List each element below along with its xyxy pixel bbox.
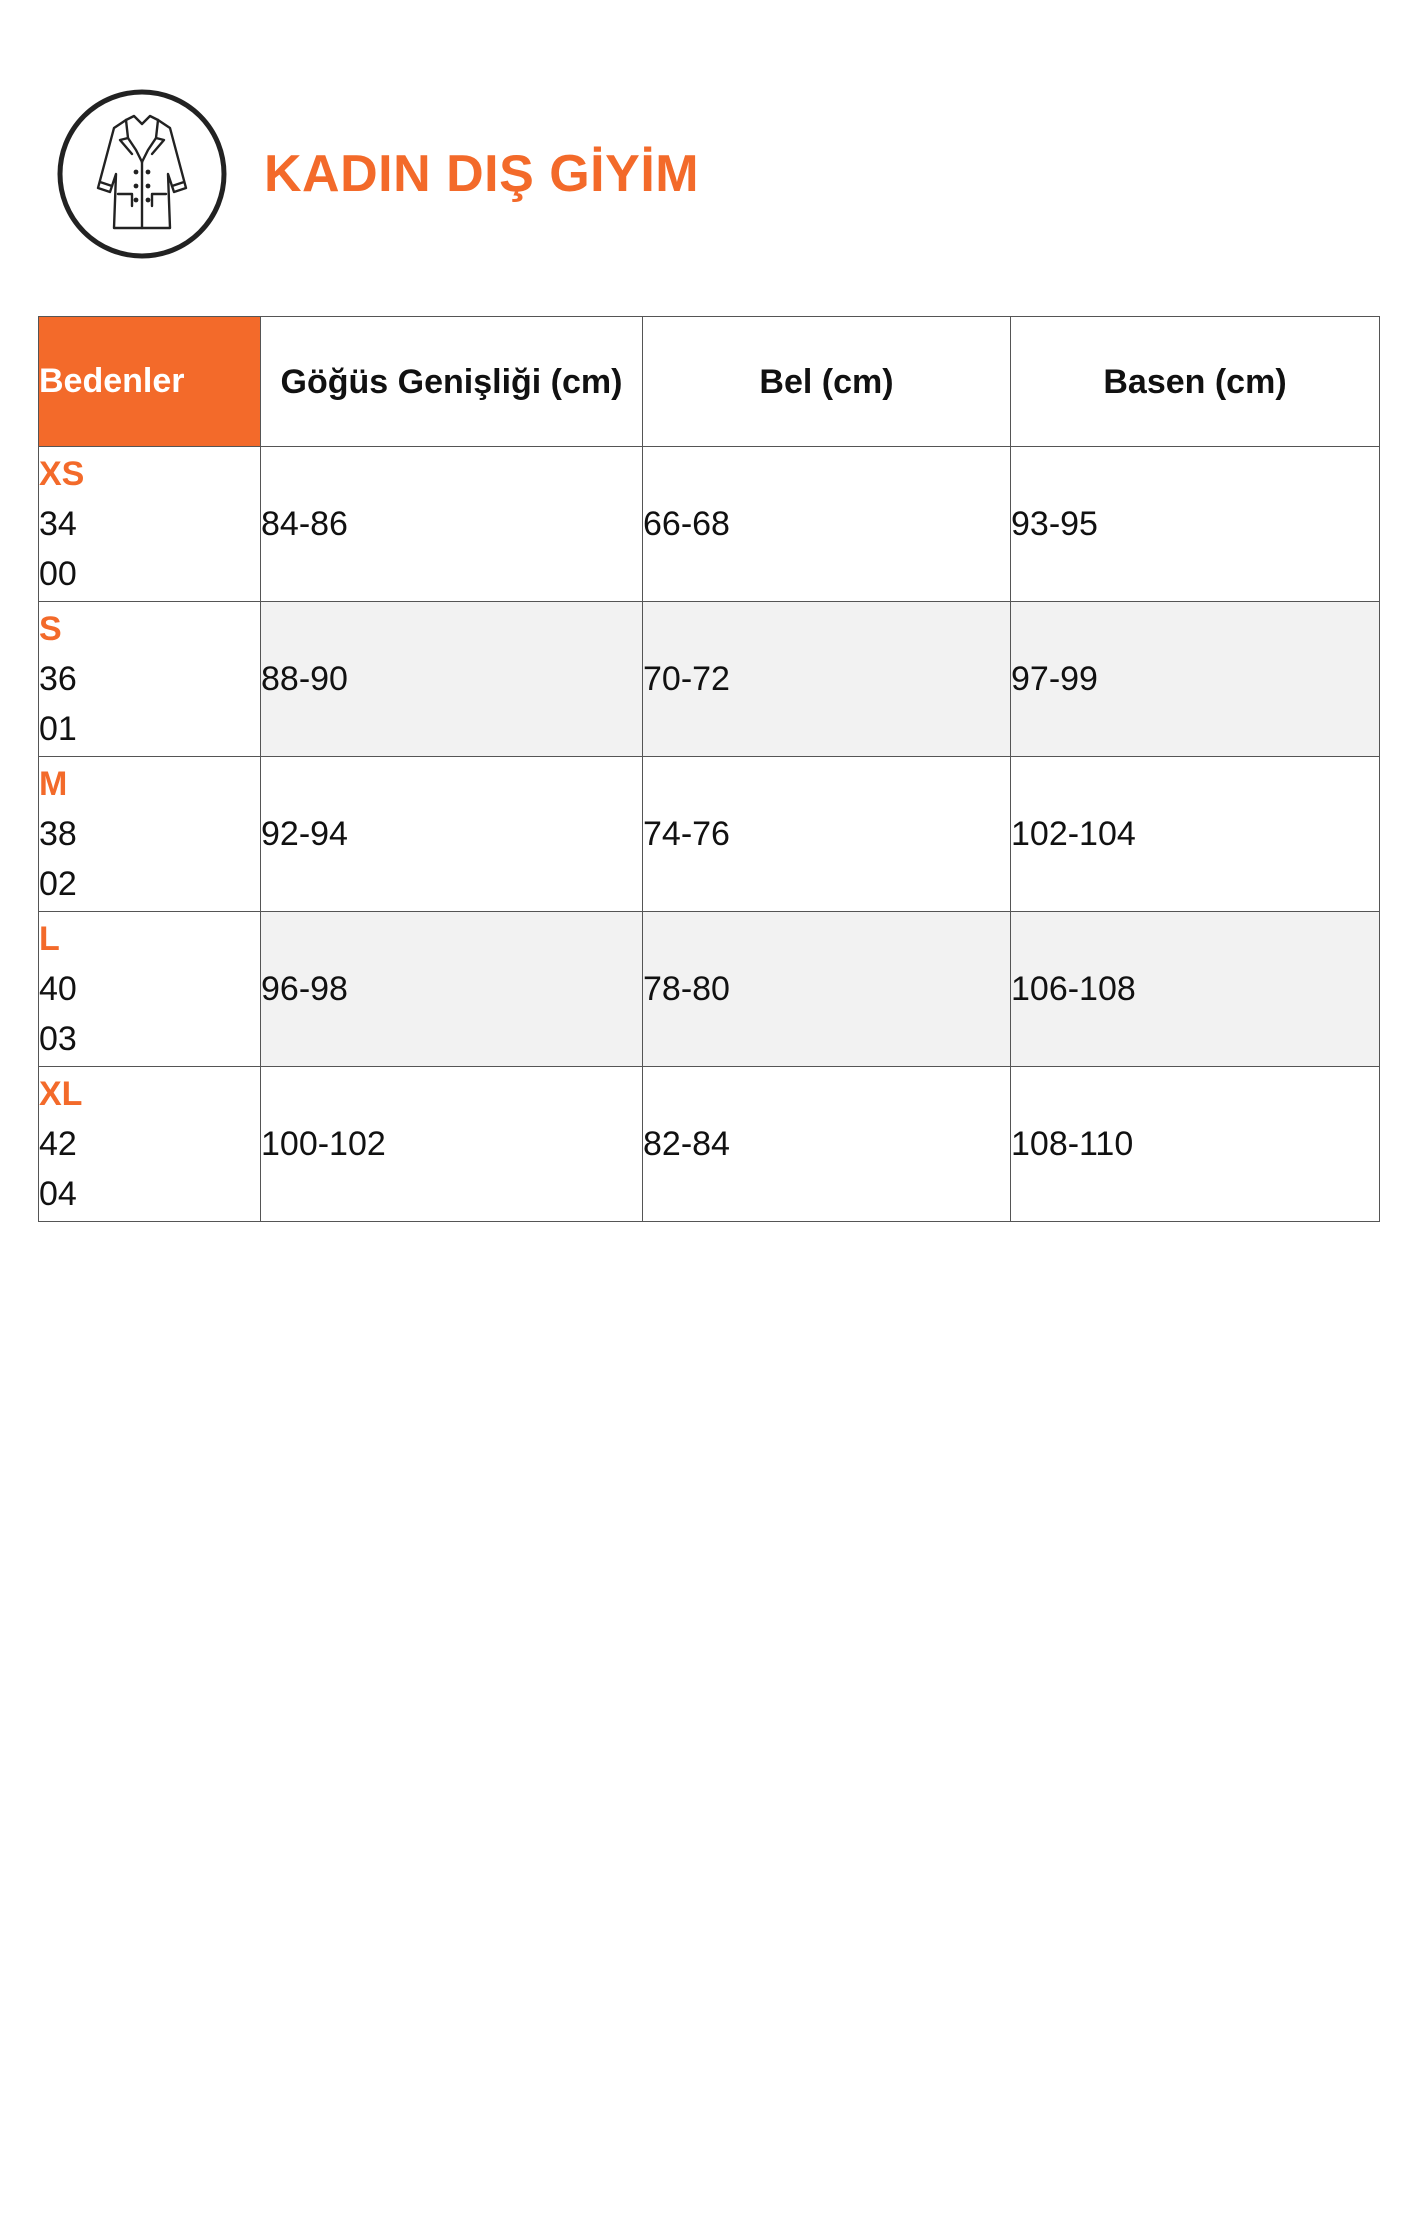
table-header-row <box>39 317 1380 447</box>
table-row <box>39 1067 1380 1222</box>
header-waist: Bel (cm) <box>643 317 1011 447</box>
chest-value: 100-102 <box>261 1067 643 1222</box>
waist-value: 78-80 <box>643 912 1011 1067</box>
table-row <box>39 602 1380 757</box>
size-code: 01 <box>39 710 77 748</box>
size-label: L <box>39 920 60 958</box>
size-tr: 36 <box>39 660 77 698</box>
size-label: XS <box>39 455 85 493</box>
table-row <box>39 447 1380 602</box>
chest-value: 88-90 <box>261 602 643 757</box>
size-tr: 42 <box>39 1125 77 1163</box>
header-chest: Göğüs Genişliği (cm) <box>261 317 643 447</box>
size-cell <box>39 602 261 757</box>
size-cell <box>39 757 261 912</box>
size-cell <box>39 912 261 1067</box>
header-hip: Basen (cm) <box>1011 317 1380 447</box>
chest-value: 92-94 <box>261 757 643 912</box>
table-row <box>39 912 1380 1067</box>
waist-value: 74-76 <box>643 757 1011 912</box>
chest-value: 96-98 <box>261 912 643 1067</box>
size-label: M <box>39 765 68 803</box>
hip-value: 106-108 <box>1011 912 1380 1067</box>
header-sizes: Bedenler <box>39 317 261 447</box>
size-code: 00 <box>39 555 77 593</box>
hip-value: 97-99 <box>1011 602 1380 757</box>
waist-value: 82-84 <box>643 1067 1011 1222</box>
size-code: 03 <box>39 1020 77 1058</box>
hip-value: 102-104 <box>1011 757 1380 912</box>
size-cell <box>39 1067 261 1222</box>
size-tr: 34 <box>39 505 77 543</box>
table-row <box>39 757 1380 912</box>
hip-value: 93-95 <box>1011 447 1380 602</box>
size-label: XL <box>39 1075 83 1113</box>
page-header <box>56 86 699 262</box>
waist-value: 70-72 <box>643 602 1011 757</box>
coat-icon <box>56 88 228 260</box>
size-code: 02 <box>39 865 77 903</box>
waist-value: 66-68 <box>643 447 1011 602</box>
size-label: S <box>39 610 62 648</box>
size-tr: 38 <box>39 815 77 853</box>
size-code: 04 <box>39 1175 77 1213</box>
size-cell <box>39 447 261 602</box>
chest-value: 84-86 <box>261 447 643 602</box>
hip-value: 108-110 <box>1011 1067 1380 1222</box>
size-chart-table <box>38 316 1380 1222</box>
page-title: KADIN DIŞ GİYİM <box>264 145 700 203</box>
size-tr: 40 <box>39 970 77 1008</box>
